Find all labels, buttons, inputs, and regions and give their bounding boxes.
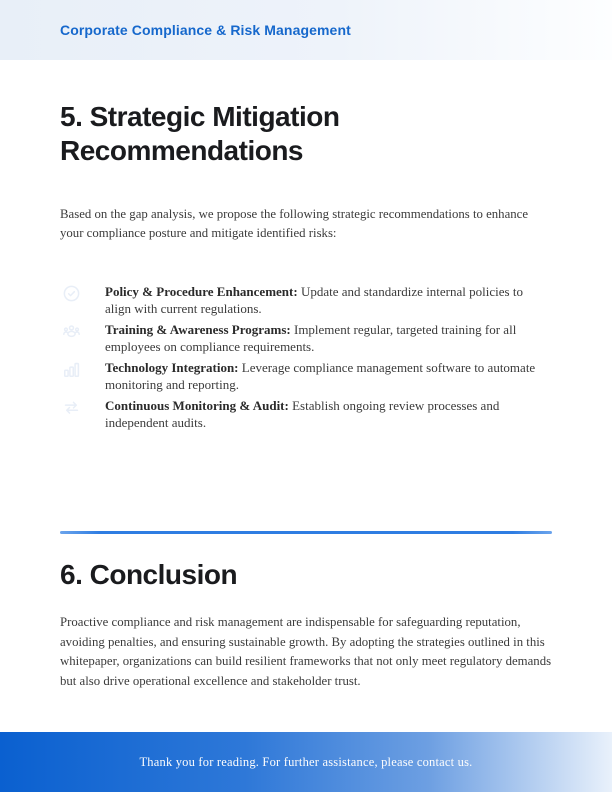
list-item-body: Update and standardize internal policies to align with current regulations. <box>105 284 523 316</box>
document-footer <box>0 732 612 792</box>
users-icon <box>62 322 81 341</box>
section-6-body: Proactive compliance and risk management are indispensable for safeguarding reputation, avoiding penalties, and ensuring sustainable growth. By adopting the strategies outlined in this whitepaper, organizations can build resilient frameworks that not only meet regulatory demands but also drive operational excellence and stakeholder trust. <box>60 615 552 688</box>
list-item-label: Technology Integration: <box>105 360 239 375</box>
repeat-arrows-icon <box>62 398 81 417</box>
list-item <box>60 397 552 431</box>
list-item-text <box>105 359 552 393</box>
section-divider <box>60 531 552 534</box>
list-item-label: Training & Awareness Programs: <box>105 322 291 337</box>
list-item <box>60 283 552 317</box>
section-6-heading: 6. Conclusion <box>60 559 238 590</box>
list-item <box>60 359 552 393</box>
document-title: Corporate Compliance & Risk Management <box>60 22 351 38</box>
list-item-body: Establish ongoing review processes and independent audits. <box>105 398 500 430</box>
section-5-heading: 5. Strategic Mitigation Recommendations <box>60 101 340 166</box>
list-item-body: Leverage compliance management software to automate monitoring and reporting. <box>105 360 536 392</box>
list-item-label: Continuous Monitoring & Audit: <box>105 398 289 413</box>
footer-message: Thank you for reading. For further assistance, please contact us. <box>139 754 473 769</box>
list-item-text <box>105 321 552 355</box>
list-item-body: Implement regular, targeted training for all employees on compliance requirements. <box>105 322 517 354</box>
check-circle-icon <box>62 284 81 303</box>
section-5-intro: Based on the gap analysis, we propose the following strategic recommendations to enhance your compliance posture and mitigate identified risks: <box>60 207 529 240</box>
bar-chart-icon <box>62 360 81 379</box>
list-item-text <box>105 397 552 431</box>
recommendation-list <box>60 283 552 431</box>
list-item-text <box>105 283 552 317</box>
document-header <box>0 0 612 60</box>
list-item <box>60 321 552 355</box>
list-item-label: Policy & Procedure Enhancement: <box>105 284 298 299</box>
page-content <box>0 100 612 691</box>
